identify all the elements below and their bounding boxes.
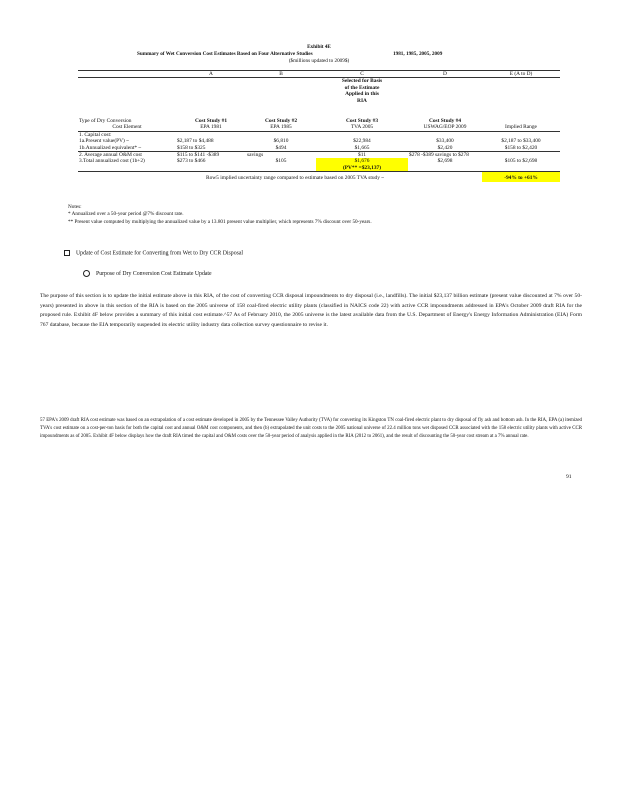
cell-e: $2,187 to $33,400 — [501, 138, 541, 145]
selected-line-1: Selected for Basis — [341, 78, 383, 85]
cell-a: $158 to $325 — [176, 145, 246, 152]
study-2-source: EPA 1985 — [246, 124, 316, 131]
col-letter-d: D — [408, 71, 482, 78]
table-row — [78, 145, 560, 152]
cell-d: $278 -$389 savings to $278 — [409, 151, 469, 158]
section-heading-text: Update of Cost Estimate for Converting from Wet to Dry CCR Disposal — [76, 250, 244, 257]
study-4-name: Cost Study #4 — [428, 117, 462, 124]
row-label: 1. Capital cost: — [79, 131, 112, 138]
cell-e: $105 to $2,698 — [504, 158, 538, 165]
cell-a: $273 to $466 — [177, 158, 206, 165]
col-letter-b: B — [246, 71, 316, 78]
cell-c: $1,676 — [316, 158, 408, 164]
type-label: Type of Dry Conversion — [79, 117, 132, 124]
study-3-name: Cost Study #3 — [345, 117, 379, 124]
body-paragraph: The purpose of this section is to update the initial estimate above in this RIA, of the cost of converting CCR disposal impoundments to dry disposal (i.e., landfills). The initial $23,137 billion estimate (present value discounted at 7% over 50-years) presented in above in this section of the RIA is based on the 2005 universe of 158 coal-fired electric utility plants (classified in NAICS code 22) with active CCR impoundments addressed in EPA's October 2009 draft RIA for the proposed rule. Exhibit 4F below provides a summary of this initial cost estimate.^57 As of February 2010, the 2005 universe is the latest available data from the U.S. Department of Energy's Energy Information Administration (EIA) Form 767 database, because the EIA temporarily suspended its electric utility industry data collection survey questionnaire to revise it. — [40, 293, 582, 329]
exhibit-number: Exhibit 4E — [307, 44, 331, 50]
row5-value: -94% to +61% — [482, 172, 560, 182]
cell-a: $2,187 to $4,488 — [177, 138, 214, 145]
header-row-sources — [78, 124, 560, 131]
row-label: 3.Total annualized cost (1b+2) — [79, 158, 145, 165]
study-1-name: Cost Study #1 — [194, 117, 228, 124]
table-row — [78, 151, 560, 158]
cell-b: $6,810 — [273, 138, 289, 145]
square-bullet-icon — [64, 250, 70, 256]
cell-c: $11 — [358, 151, 366, 158]
cell-c: $1,665 — [316, 145, 408, 152]
exhibit-table — [78, 70, 560, 182]
footnote: 57 EPA's 2009 draft RIA cost estimate was based on an extrapolation of a cost estimate developed in 2005 by the Tennessee Valley Authority (TVA) for converting its Kingston TN coal-fired electric plant to dry disposal of fly ash and bottom ash. In the RIA, EPA (a) itemized TVA's cost estimate on a cost-per-ton basis for both the capital cost and annual O&M cost components, and then (b) extrapolated the unit costs to the 2005 national universe of 22.4 million tons wet disposed CCR associated with the 158 electric utility plants with active CCR impoundments as of 2005. Exhibit 4F below displays how the draft RIA timed the capital and O&M costs over the 50-year period of analysis applied in the RIA (2012 to 2061), and the result of discounting the 50-year cost stream at a 7% annual rate. — [40, 418, 582, 439]
table-row — [78, 131, 560, 138]
header-row-selected — [78, 78, 560, 118]
row-label: 2. Average annual O&M cost — [79, 151, 142, 158]
cell-b: $494 — [246, 145, 316, 152]
row5-label: Row5 implied uncertainty range compared to estimate based on 2005 TVA study ~ — [206, 175, 385, 182]
subsection-heading-text: Purpose of Dry Conversion Cost Estimate Update — [96, 270, 212, 277]
cell-b: $105 — [275, 158, 287, 165]
notes-heading: Notes: — [68, 204, 82, 210]
col-letter-c: C — [316, 71, 408, 78]
exhibit-subtitle: ($millions updated to 2009$) — [288, 58, 350, 64]
section-heading — [64, 250, 243, 256]
selected-line-3: Applied in this — [345, 91, 379, 98]
page-number: 91 — [566, 474, 572, 480]
row-label: 1b.Annualized equivalent* ~ — [78, 145, 176, 152]
study-3-source: TVA 2005 — [316, 124, 408, 131]
study-1-source: EPA 1981 — [176, 124, 246, 131]
selected-line-4: RIA — [357, 97, 367, 104]
note-1: * Annualized over a 50-year period @7% discount rate. — [68, 211, 184, 217]
cell-a: $115 to $141 -$389 — [177, 151, 220, 158]
cost-element-label: Cost Element — [78, 124, 176, 131]
pv-note-row — [78, 165, 560, 172]
col-letter-a: A — [176, 71, 246, 78]
subsection-heading — [83, 270, 212, 277]
exhibit-title: Summary of Wet Conversion Cost Estimates Based on Four Alternative Studies — [137, 51, 313, 57]
implied-range-label: Implied Range — [482, 124, 560, 131]
row5 — [78, 172, 560, 182]
col-letter-e: E (A to D) — [482, 71, 560, 78]
cell-c: $22,984 — [353, 138, 371, 145]
pv-note: (PV** =$23,137) — [316, 165, 408, 172]
selected-line-2: of the Estimate — [344, 84, 380, 91]
study-4-source: USWAG/EOP 2009 — [408, 124, 482, 131]
cell-d: $2,698 — [437, 158, 453, 165]
cell-d: $33,400 — [436, 138, 454, 145]
selected-basis-label — [316, 78, 408, 118]
note-2: ** Present value computed by multiplying the annualized value by a 13.801 present value multiplier, which represents 7% discount over 50-years. — [68, 219, 372, 225]
exhibit-years: 1981, 1985, 2005, 2009 — [393, 51, 443, 57]
col-letter-row — [78, 71, 560, 78]
row-label: 1a.Present value(PV) ~ — [79, 138, 130, 145]
cell-d: $2,420 — [408, 145, 482, 152]
cell-e: $158 to $2,420 — [482, 145, 560, 152]
cell-b: savings — [247, 151, 264, 158]
study-2-name: Cost Study #2 — [264, 117, 298, 124]
circle-bullet-icon — [83, 270, 90, 277]
